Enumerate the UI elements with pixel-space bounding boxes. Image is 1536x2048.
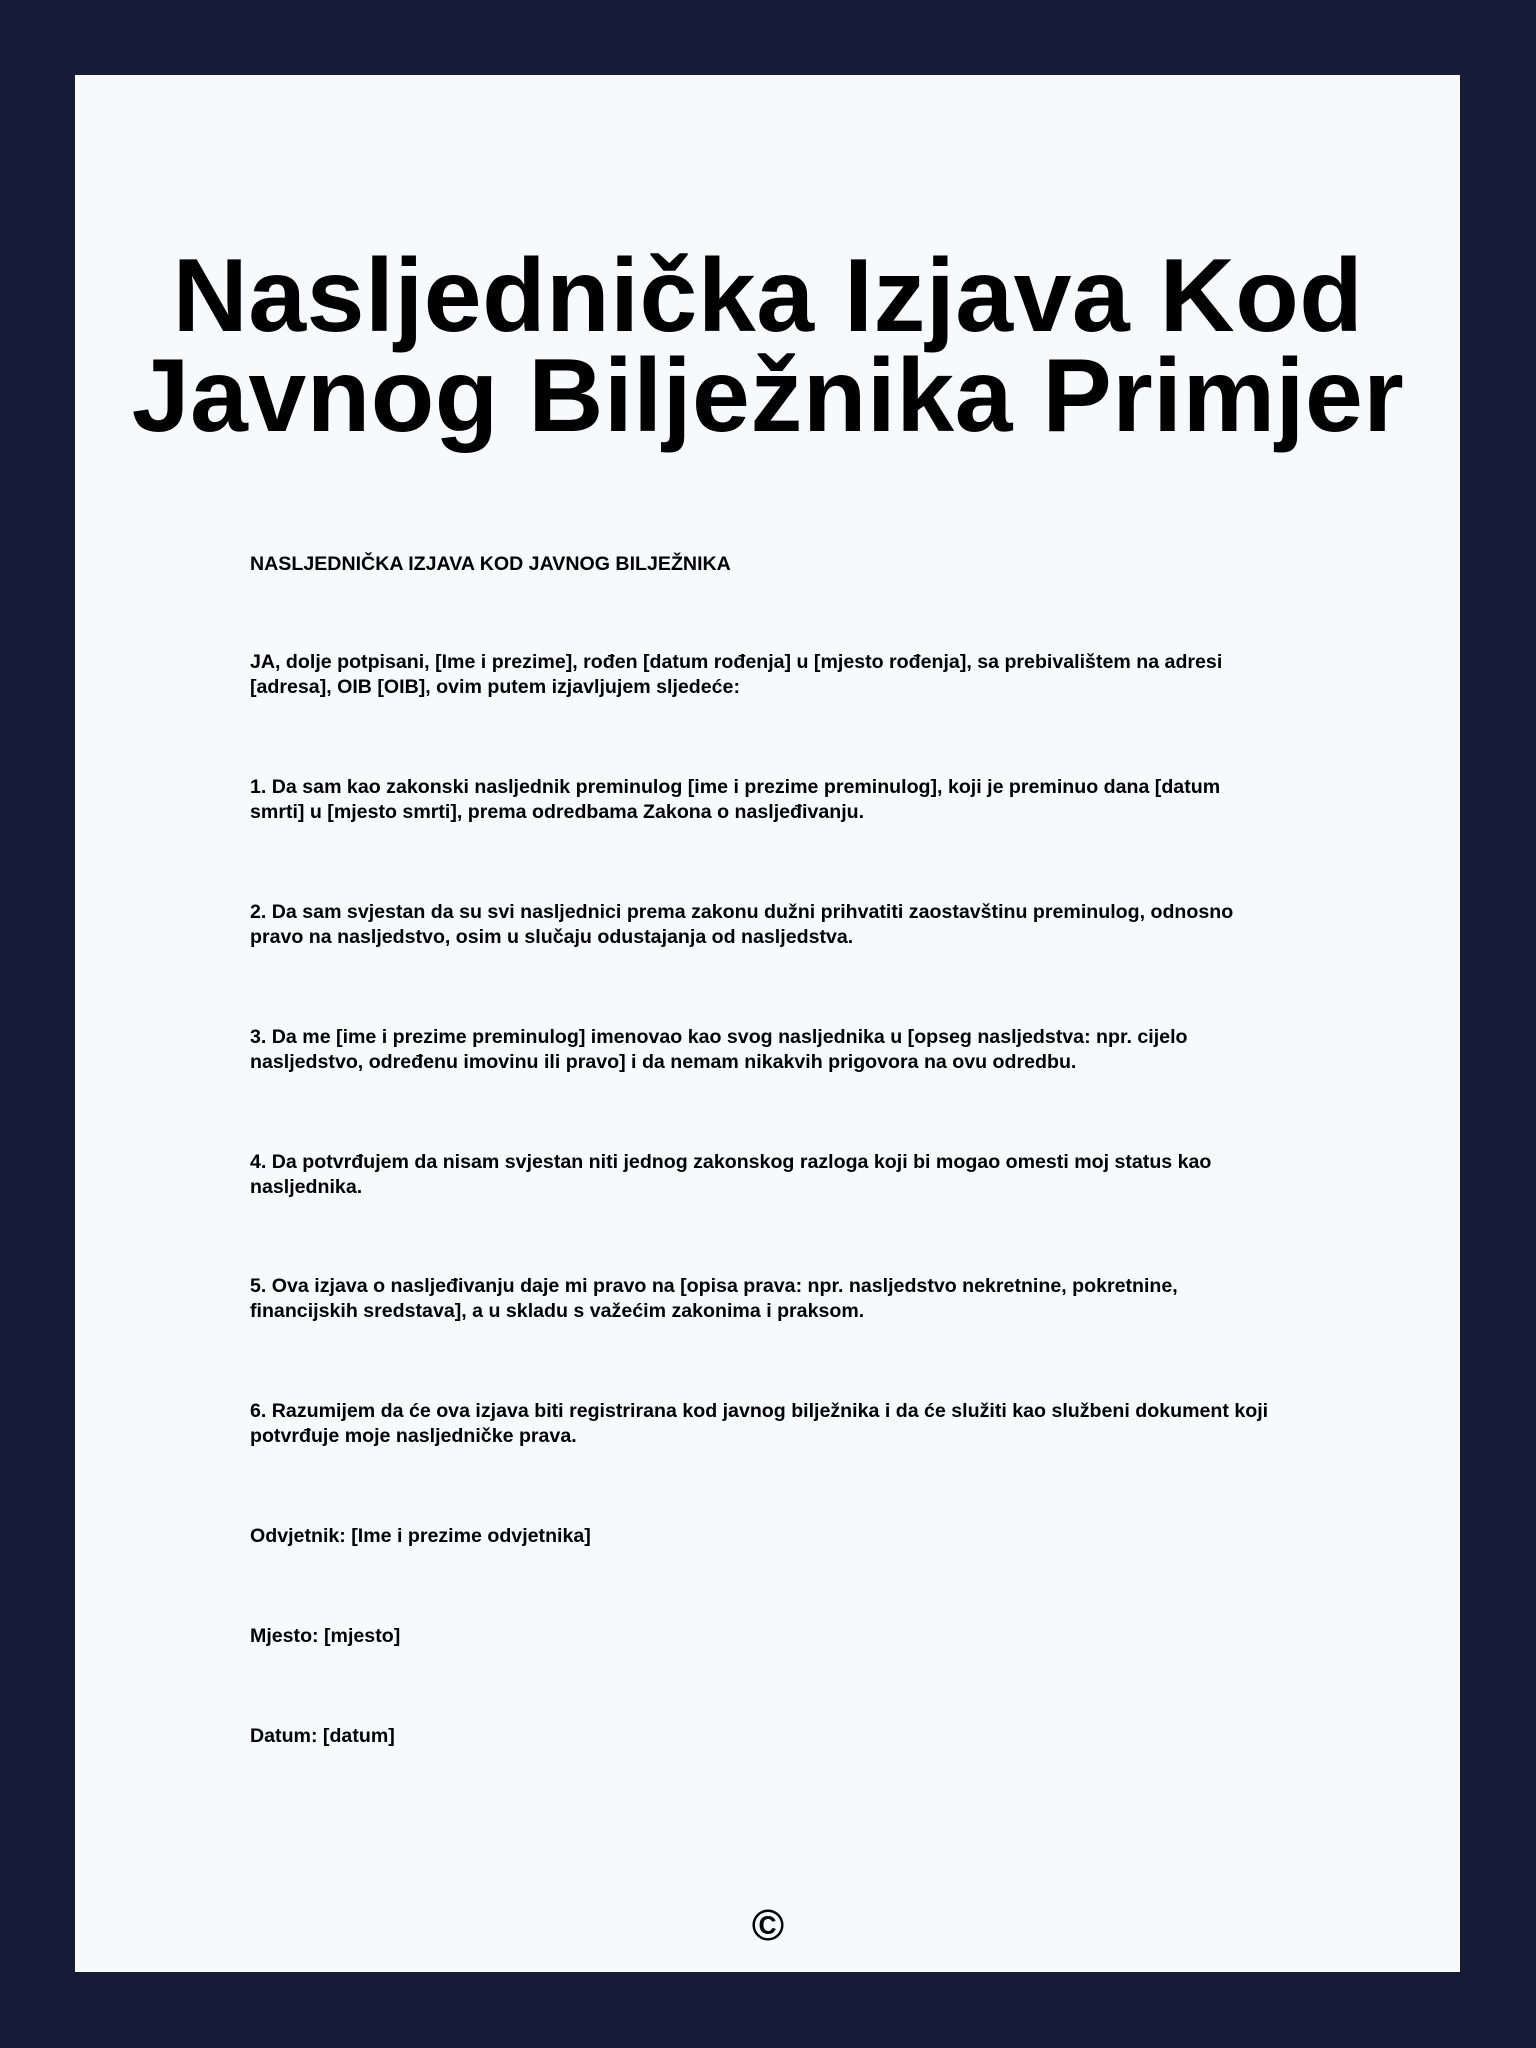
clause-6: 6. Razumijem da će ova izjava biti registrirana kod javnog bilježnika i da će služiti kao službeni dokument koji potvrđuje moje nasljedničke prava. — [250, 1400, 1269, 1447]
clause-4: 4. Da potvrđujem da nisam svjestan niti jednog zakonskog razloga koji bi mogao omesti moj status kao nasljednika. — [250, 1151, 1212, 1198]
clause-3: 3. Da me [ime i prezime preminulog] imenovao kao svog nasljednika u [opseg nasljedstva: npr. cijelo nasljedstvo, određenu imovinu ili pravo] i da nemam nikakvih prigovora na ovu odredbu. — [250, 1026, 1188, 1073]
clause-2: 2. Da sam svjestan da su svi nasljednici prema zakonu dužni prihvatiti zaostavštinu preminulog, odnosno pravo na nasljedstvo, osim u slučaju odustajanja od nasljedstva. — [250, 901, 1234, 948]
clause-1: 1. Da sam kao zakonski nasljednik preminulog [ime i prezime preminulog], koji je preminuo dana [datum smrti] u [mjesto smrti], prema odredbama Zakona o nasljeđivanju. — [250, 776, 1221, 823]
page-title: Nasljednička Izjava Kod Javnog Bilježnika Primjer — [131, 238, 1405, 454]
date-line: Datum: [datum] — [250, 1725, 395, 1747]
copyright-icon: © — [751, 1901, 785, 1950]
place-line: Mjesto: [mjesto] — [250, 1625, 401, 1647]
document-heading: NASLJEDNIČKA IZJAVA KOD JAVNOG BILJEŽNIKA — [250, 553, 731, 575]
lawyer-line: Odvjetnik: [Ime i prezime odvjetnika] — [250, 1525, 591, 1547]
clause-5: 5. Ova izjava o nasljeđivanju daje mi pravo na [opisa prava: npr. nasljedstvo nekretnine, pokretnine, financijskih sredstava], a u skladu s važećim zakonima i praksom. — [250, 1275, 1178, 1322]
intro-paragraph: JA, dolje potpisani, [Ime i prezime], rođen [datum rođenja] u [mjesto rođenja], sa prebivalištem na adresi [adresa], OIB [OIB], ovim putem izjavljujem sljedeće: — [250, 651, 1223, 698]
